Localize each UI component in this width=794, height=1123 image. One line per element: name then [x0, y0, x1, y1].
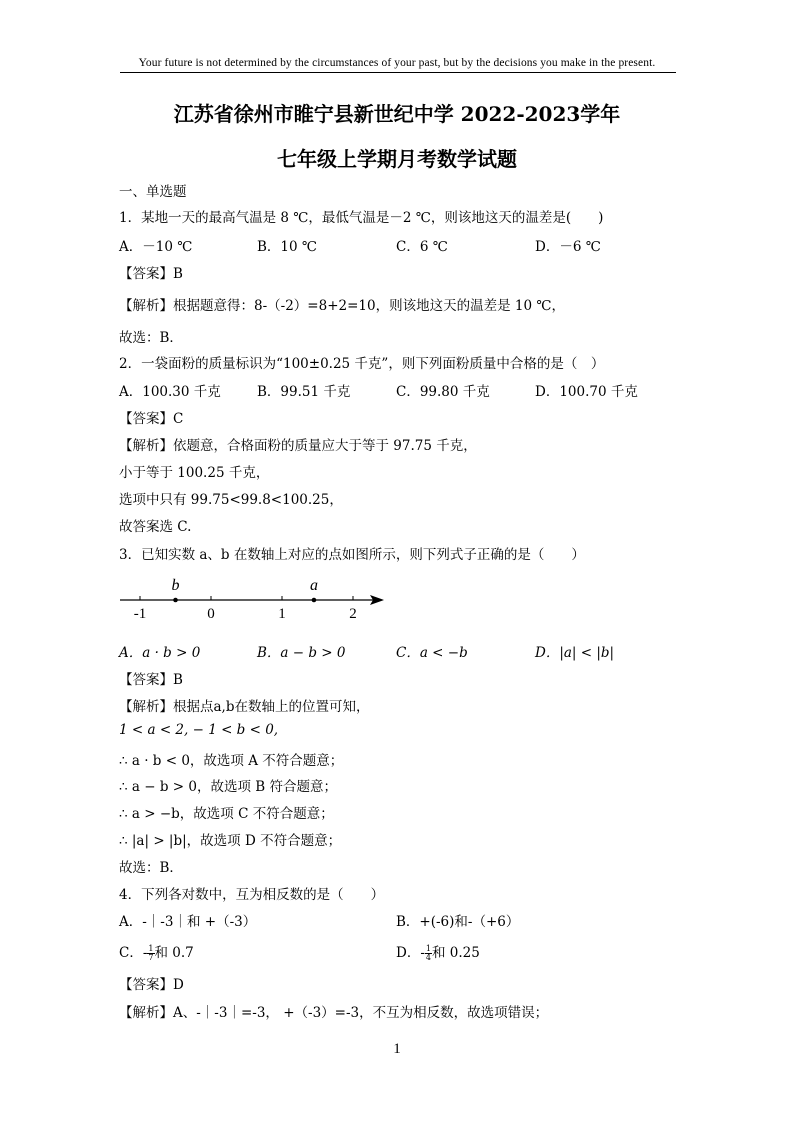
q3-option-d: D．|a| < |b|	[535, 645, 615, 661]
q3-stem: 3．已知实数 a、b 在数轴上对应的点如图所示，则下列式子正确的是（ ）	[119, 547, 585, 563]
q2-option-d: D．100.70 千克	[535, 384, 638, 400]
q3-option-b: B．a − b > 0	[257, 645, 346, 661]
q3-analysis-7: 故选：B．	[119, 860, 183, 876]
q3-analysis-2: 1 < a < 2, − 1 < b < 0,	[119, 722, 279, 738]
number-line	[112, 572, 392, 628]
q1-answer: 【答案】B	[119, 266, 183, 282]
q3-analysis-5: ∴ a > −b，故选项 C 不符合题意；	[119, 806, 334, 822]
q2-option-b: B．99.51 千克	[257, 384, 351, 400]
page-number: 1	[393, 1041, 401, 1057]
q3-option-a: A．a · b > 0	[119, 645, 201, 661]
q3-analysis-6: ∴ |a| > |b|，故选项 D 不符合题意；	[119, 833, 342, 849]
q1-stem: 1．某地一天的最高气温是 8 ℃，最低气温是－2 ℃，则该地这天的温差是( )	[119, 210, 604, 226]
number-line-tick-label: 1	[278, 606, 286, 622]
q2-analysis-1: 【解析】依题意，合格面粉的质量应大于等于 97.75 千克，	[119, 438, 477, 454]
q4-answer: 【答案】D	[119, 977, 184, 993]
q4-option-d: D．- $\frac{1}{4}$ 和 0.25	[396, 944, 480, 962]
q4-option-c-fraction: $\frac{1}{7}$	[148, 944, 154, 962]
number-line-point-label: a	[309, 577, 318, 594]
q4-option-c: C．- $\frac{1}{7}$ 和 0.7	[119, 944, 194, 962]
q2-option-a: A．100.30 千克	[119, 384, 221, 400]
q3-analysis-4: ∴ a − b > 0，故选项 B 符合题意；	[119, 779, 337, 795]
q1-option-d: D．－6 ℃	[535, 239, 601, 255]
q2-analysis-2: 小于等于 100.25 千克，	[119, 465, 270, 481]
number-line-point	[312, 598, 317, 603]
q2-option-c: C．99.80 千克	[396, 384, 490, 400]
q2-answer: 【答案】C	[119, 411, 184, 427]
q4-option-d-fraction: $\frac{1}{4}$	[425, 944, 431, 962]
q2-analysis-4: 故答案选 C.	[119, 519, 192, 535]
q3-option-c: C．a < −b	[396, 645, 468, 661]
header-motto: Your future is not determined by the circumstances of your past, but by the decisions you make in the present.	[138, 57, 656, 69]
number-line-tick-label: 2	[349, 606, 357, 622]
q2-stem: 2．一袋面粉的质量标识为“100±0.25 千克”，则下列面粉质量中合格的是（ ）	[119, 356, 605, 372]
q1-analysis-2: 故选：B．	[119, 330, 183, 346]
q1-option-b: B．10 ℃	[257, 239, 317, 255]
number-line-tick-label: -1	[133, 606, 147, 622]
q1-option-a: A．－10 ℃	[119, 239, 193, 255]
q4-option-b: B．+(-6)和-（+6）	[396, 914, 520, 930]
q2-analysis-3: 选项中只有 99.75<99.8<100.25，	[119, 492, 343, 508]
number-line-tick-label: 0	[207, 606, 215, 622]
document-title-line1: 江苏省徐州市睢宁县新世纪中学 2022-2023学年	[173, 102, 621, 126]
q3-analysis-3: ∴ a · b < 0，故选项 A 不符合题意；	[119, 753, 344, 769]
q3-analysis-1: 【解析】根据点a,b在数轴上的位置可知，	[119, 699, 370, 715]
q1-analysis-1: 【解析】根据题意得：8-（-2）=8+2=10，则该地这天的温差是 10 ℃，	[119, 298, 565, 314]
q4-analysis-1: 【解析】A、-｜-3｜=-3， +（-3）=-3，不互为相反数，故选项错误；	[119, 1005, 549, 1021]
q4-option-a: A．-｜-3｜和 +（-3）	[119, 914, 257, 930]
header-rule	[120, 72, 676, 73]
q3-answer: 【答案】B	[119, 672, 183, 688]
number-line-point	[173, 598, 178, 603]
q4-stem: 4．下列各对数中，互为相反数的是（ ）	[119, 887, 385, 903]
document-title-line2: 七年级上学期月考数学试题	[277, 147, 517, 171]
number-line-point-label: b	[171, 577, 180, 594]
section-heading: 一、单选题	[119, 184, 187, 200]
q1-option-c: C．6 ℃	[396, 239, 448, 255]
